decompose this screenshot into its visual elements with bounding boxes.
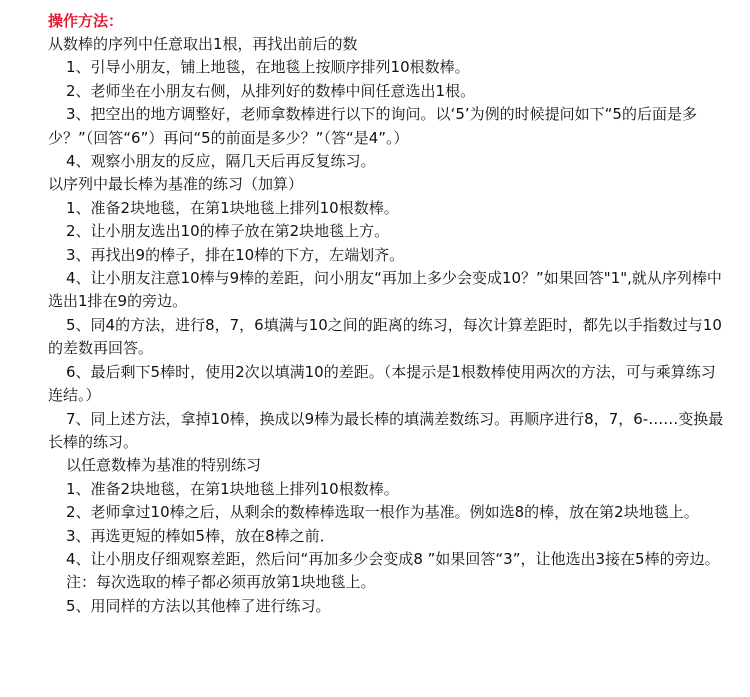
text-line: 7、同上述方法，拿掉10棒，换成以9棒为最长棒的填满差数练习。再顺序进行8，7，6-……变换最长棒的练习。	[48, 409, 724, 451]
text-line: 2、老师拿过10棒之后，从剩余的数棒棒选取一根作为基准。例如选8的棒，放在第2块地毯上。	[66, 503, 699, 522]
text-line: 从数棒的序列中任意取出1根，再找出前后的数	[48, 35, 358, 53]
text-line: 1、准备2块地毯，在第1块地毯上排列10根数棒。	[66, 479, 399, 498]
text-line: 1、引导小朋友，铺上地毯，在地毯上按顺序排列10根数棒。	[66, 58, 470, 77]
text-line: 注：每次选取的棒子都必须再放第1块地毯上。	[66, 573, 376, 592]
text-lines	[48, 33, 728, 618]
section-title: 操作方法：	[48, 12, 124, 30]
text-line: 以序列中最长棒为基准的练习（加算）	[48, 175, 304, 194]
text-line: 4、观察小朋友的反应，隔几天后再反复练习。	[66, 152, 376, 171]
text-line: 5、用同样的方法以其他棒了进行练习。	[66, 596, 331, 615]
text-line: 2、让小朋友选出10的棒子放在第2块地毯上方。	[66, 222, 390, 241]
text-line: 1、准备2块地毯，在第1块地毯上排列10根数棒。	[66, 198, 399, 217]
text-line: 3、再找出9的棒子，排在10棒的下方，左端划齐。	[66, 245, 405, 264]
document-body	[48, 10, 728, 618]
text-line: 以任意数棒为基准的特别练习	[66, 456, 262, 475]
text-line: 3、再选更短的棒如5棒，放在8棒之前．	[66, 526, 335, 545]
text-line: 3、把空出的地方调整好，老师拿数棒进行以下的询问。以‘5’为例的时候提问如下“5的后面是多少？”（回答“6”）再问“5的前面是多少？”（答“是4”。）	[48, 105, 697, 147]
text-line: 6、最后剩下5棒时，使用2次以填满10的差距。（本提示是1根数棒使用两次的方法，可与乘算练习连结。）	[48, 362, 716, 405]
text-line: 4、让小朋皮仔细观察差距，然后问“再加多少会变成8 ”如果回答“3”，让他选出3接在5棒的旁边。	[66, 549, 720, 568]
text-line: 4、让小朋友注意10棒与9棒的差距，问小朋友“再加上多少会变成10？”如果回答"1",就从序列棒中选出1排在9的旁边。	[48, 269, 722, 311]
text-line: 2、老师坐在小朋友右侧，从排列好的数棒中间任意选出1根。	[66, 81, 476, 100]
text-line: 5、同4的方法，进行8，7，6填满与10之间的距离的练习，每次计算差距时，都先以手指数过与10的差数再回答。	[48, 315, 722, 358]
